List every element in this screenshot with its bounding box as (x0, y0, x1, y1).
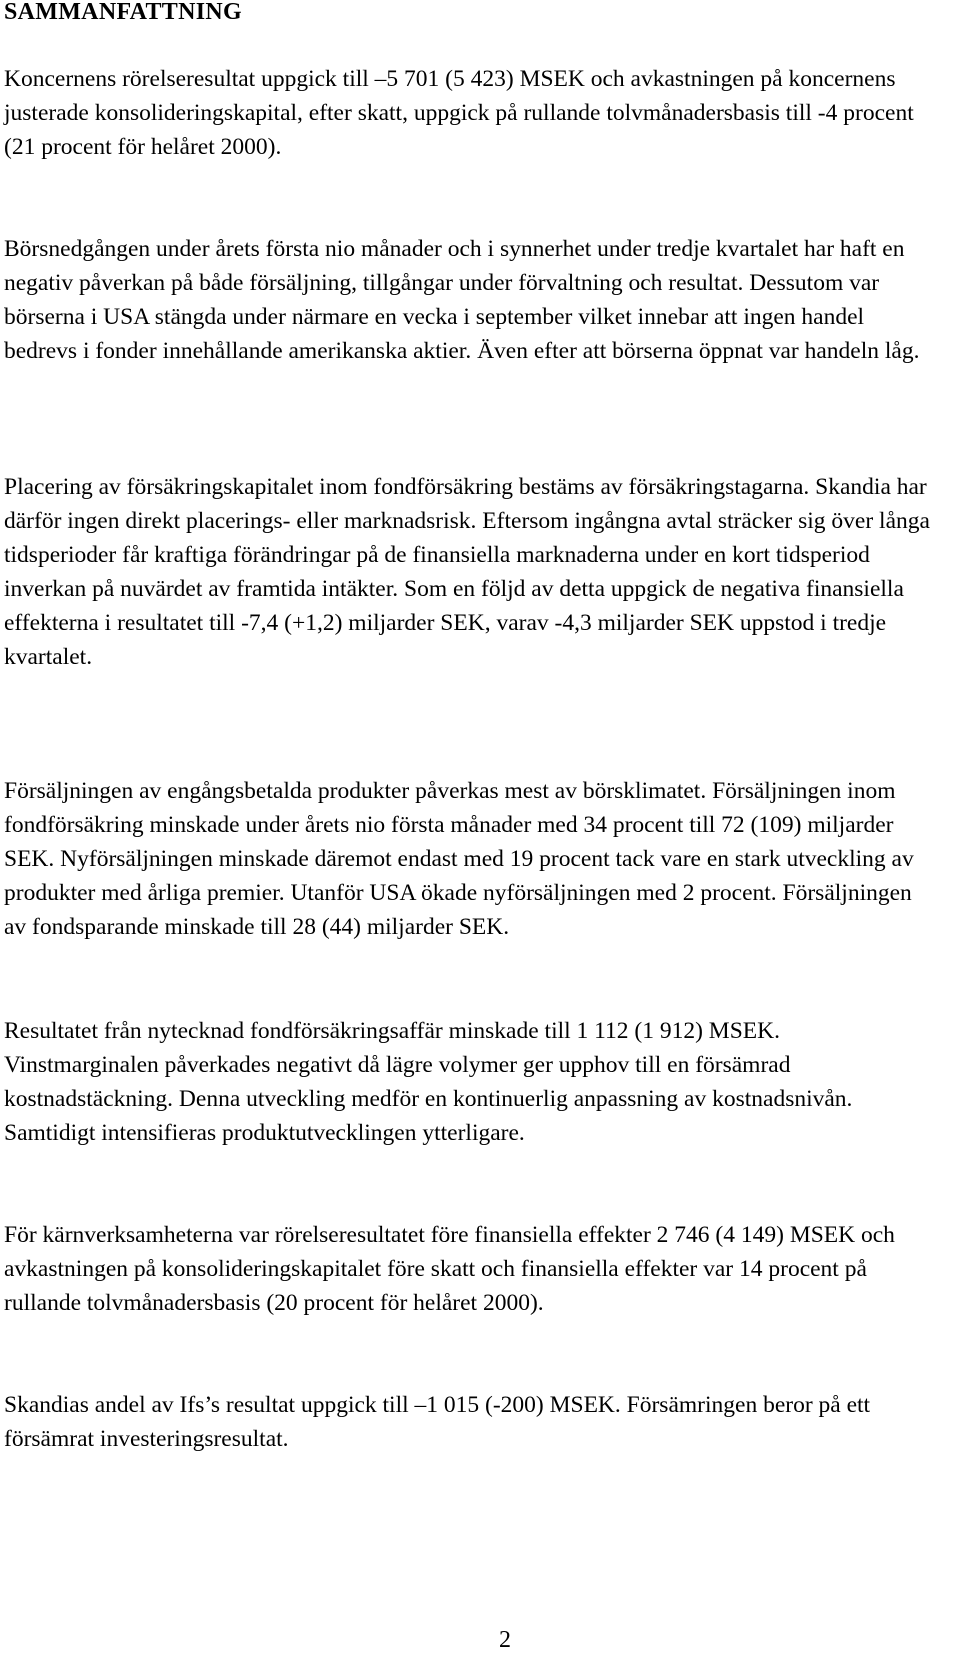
paragraph-sales: Försäljningen av engångsbetalda produkter påverkas mest av börsklimatet. Försäljningen inom fondförsäkring minskade under årets nio första månader med 34 procent till 72 (109) miljarder SEK. Nyförsäljningen minskade däremot endast med 19 procent tack vare en stark utveckling av produkter med årliga premier. Utanför USA ökade nyförsäljningen med 2 procent. Försäljningen av fondsparande minskade till 28 (44) miljarder SEK. (4, 778, 914, 940)
paragraph-insurance-capital: Placering av försäkringskapitalet inom fondförsäkring bestäms av försäkringstagarna. Skandia har därför ingen direkt placerings- eller marknadsrisk. Eftersom ingångna avtal sträcker sig över långa tidsperioder får kraftiga förändringar på de finansiella marknaderna under en kort tidsperiod inverkan på nuvärdet av framtida intäkter. Som en följd av detta uppgick de negativa finansiella effekterna i resultatet till -7,4 (+1,2) miljarder SEK, varav -4,3 miljarder SEK uppstod i tredje kvartalet. (4, 474, 930, 670)
paragraph-if-share: Skandias andel av Ifs’s resultat uppgick till –1 015 (-200) MSEK. Försämringen beror på ett försämrat investeringsresultat. (4, 1392, 871, 1452)
paragraph-market-decline: Börsnedgången under årets första nio månader och i synnerhet under tredje kvartalet har haft en negativ påverkan på både försäljning, tillgångar under förvaltning och resultat. Dessutom var börserna i USA stängda under närmare en vecka i september vilket innebar att ingen handel bedrevs i fonder innehållande amerikanska aktier. Även efter att börserna öppnat var handeln låg. (4, 236, 920, 364)
paragraph-new-business-result: Resultatet från nytecknad fondförsäkringsaffär minskade till 1 112 (1 912) MSEK. Vinstmarginalen påverkades negativt då lägre volymer ger upphov till en försämrad kostnadstäckning. Denna utveckling medför en kontinuerlig anpassning av kostnadsnivån. Samtidigt intensifieras produktutvecklingen ytterligare. (4, 1018, 853, 1146)
page-number: 2 (499, 1627, 511, 1653)
page-heading: SAMMANFATTNING (4, 0, 242, 25)
paragraph-operating-result: Koncernens rörelseresultat uppgick till –5 701 (5 423) MSEK och avkastningen på koncernens justerade konsolideringskapital, efter skatt, uppgick på rullande tolvmånadersbasis till -4 procent (21 procent för helåret 2000). (4, 66, 914, 160)
paragraph-core-operations: För kärnverksamheterna var rörelseresultatet före finansiella effekter 2 746 (4 149) MSEK och avkastningen på konsolideringskapitalet före skatt och finansiella effekter var 14 procent på rullande tolvmånadersbasis (20 procent för helåret 2000). (4, 1222, 895, 1316)
